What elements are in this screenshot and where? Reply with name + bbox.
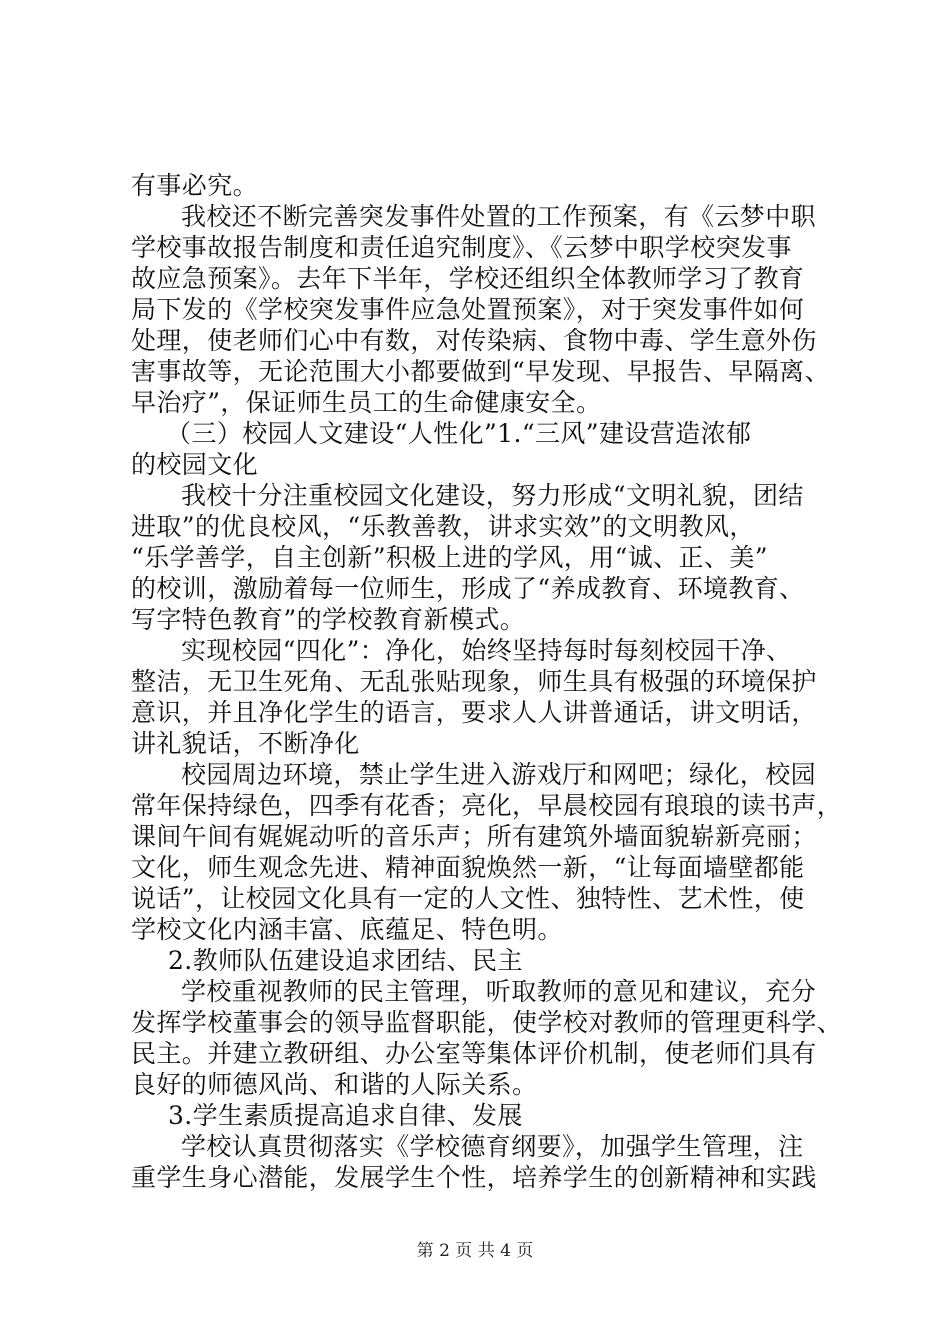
paragraph-start-line: 我校十分注重校园文化建设，努力形成“文明礼貌，团结	[181, 481, 804, 510]
text-line: 常年保持绿色，四季有花香；亮化，早晨校园有琅琅的读书声，	[131, 791, 843, 820]
text-line: 讲礼貌话，不断净化	[131, 729, 360, 758]
subsection-heading: 2.教师队伍建设追求团结、民主	[168, 946, 523, 975]
document-body	[131, 170, 843, 1193]
paragraph-start-line: 学校认真贯彻落实《学校德育纲要》，加强学生管理，注	[181, 1132, 804, 1161]
subsection-heading: 3.学生素质提高追求自律、发展	[168, 1101, 523, 1130]
text-line: 学校文化内涵丰富、底蕴足、特色明。	[131, 915, 563, 944]
text-line: 文化，师生观念先进、精神面貌焕然一新，“让每面墙壁都能	[131, 853, 805, 882]
paragraph-start-line: 我校还不断完善突发事件处置的工作预案，有《云梦中职	[181, 202, 817, 231]
text-line: 局下发的《学校突发事件应急处置预案》，对于突发事件如何	[131, 295, 805, 324]
text-line: 发挥学校董事会的领导监督职能，使学校对教师的管理更科学、	[131, 1008, 843, 1037]
text-line: 学校事故报告制度和责任追究制度》、《云梦中职学校突发事	[131, 233, 792, 262]
text-line: 进取”的优良校风，“乐教善教，讲求实效”的文明教风，	[131, 512, 755, 541]
text-line: 处理，使老师们心中有数，对传染病、食物中毒、学生意外伤	[131, 326, 817, 355]
section-heading: （三）校园人文建设“人性化”1.“三风”建设营造浓郁	[166, 419, 752, 448]
text-line: 说话”，让校园文化具有一定的人文性、独特性、艺术性，使	[131, 884, 805, 913]
text-line: 课间午间有娓娓动听的音乐声；所有建筑外墙面貌崭新亮丽；	[131, 822, 817, 851]
text-line: 的校训，激励着每一位师生，形成了“养成教育、环境教育、	[131, 574, 805, 603]
page-number-footer: 第 2 页 共 4 页	[416, 1241, 534, 1261]
text-line: “乐学善学，自主创新”积极上进的学风，用“诚、正、美”	[131, 543, 768, 572]
text-line: 有事必究。	[131, 171, 259, 200]
text-line: 害事故等，无论范围大小都要做到“早发现、早报告、早隔离、	[131, 357, 830, 386]
text-line: 重学生身心潜能，发展学生个性，培养学生的创新精神和实践	[131, 1163, 817, 1192]
text-line: 整洁，无卫生死角、无乱张贴现象，师生具有极强的环境保护	[131, 667, 817, 696]
text-line: 早治疗”，保证师生员工的生命健康安全。	[131, 388, 602, 417]
text-line: 良好的师德风尚、和谐的人际关系。	[131, 1070, 538, 1099]
text-line: 意识，并且净化学生的语言，要求人人讲普通话，讲文明话，	[131, 698, 817, 727]
text-line: 故应急预案》。去年下半年，学校还组织全体教师学习了教育	[131, 264, 805, 293]
text-line: 民主。并建立教研组、办公室等集体评价机制，使老师们具有	[131, 1039, 817, 1068]
paragraph-start-line: 学校重视教师的民主管理，听取教师的意见和建议，充分	[181, 977, 817, 1006]
paragraph-start-line: 实现校园“四化”：净化，始终坚持每时每刻校园干净、	[181, 636, 792, 665]
paragraph-start-line: 校园周边环境，禁止学生进入游戏厅和网吧；绿化，校园	[181, 760, 817, 789]
section-heading-continued: 的校园文化	[131, 450, 259, 479]
text-line: 写字特色教育”的学校教育新模式。	[131, 605, 526, 634]
